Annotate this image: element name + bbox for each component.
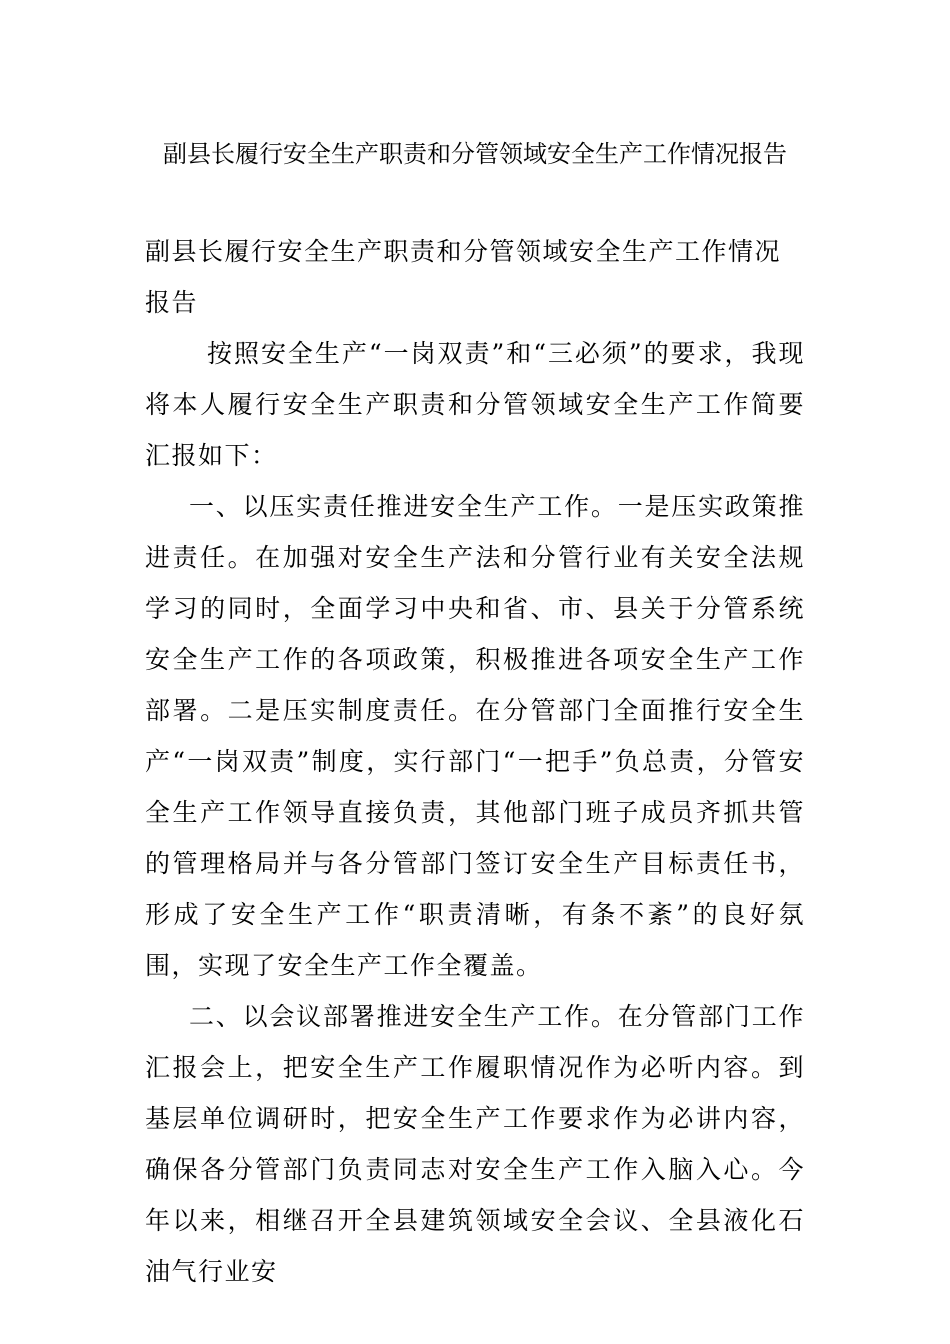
paragraph-section-1: 一、以压实责任推进安全生产工作。一是压实政策推进责任。在加强对安全生产法和分管行业有关安全法规学习的同时，全面学习中央和省、市、县关于分管系统安全生产工作的各项政策，积极推进各项安全生产工作部署。二是压实制度责任。在分管部门全面推行安全生产“一岗双责”制度，实行部门“一把手”负总责，分管安全生产工作领导直接负责，其他部门班子成员齐抓共管的管理格局并与各分管部门签订安全生产目标责任书，形成了安全生产工作“职责清晰，有条不紊”的良好氛围，实现了安全生产工作全覆盖。 <box>145 492 805 980</box>
document-heading-repeat: 副县长履行安全生产职责和分管领域安全生产工作情况报告 <box>145 237 782 317</box>
document-title: 副县长履行安全生产职责和分管领域安全生产工作情况报告 <box>163 140 787 168</box>
paragraph-section-2: 二、以会议部署推进安全生产工作。在分管部门工作汇报会上，把安全生产工作履职情况作为必听内容。到基层单位调研时，把安全生产工作要求作为必讲内容，确保各分管部门负责同志对安全生产工作入脑入心。今年以来，相继召开全县建筑领域安全会议、全县液化石油气行业安 <box>145 1002 805 1286</box>
document-body <box>145 226 805 1297</box>
paragraph-intro: 按照安全生产“一岗双责”和“三必须”的要求，我现将本人履行安全生产职责和分管领域安全生产工作简要汇报如下： <box>145 339 805 470</box>
